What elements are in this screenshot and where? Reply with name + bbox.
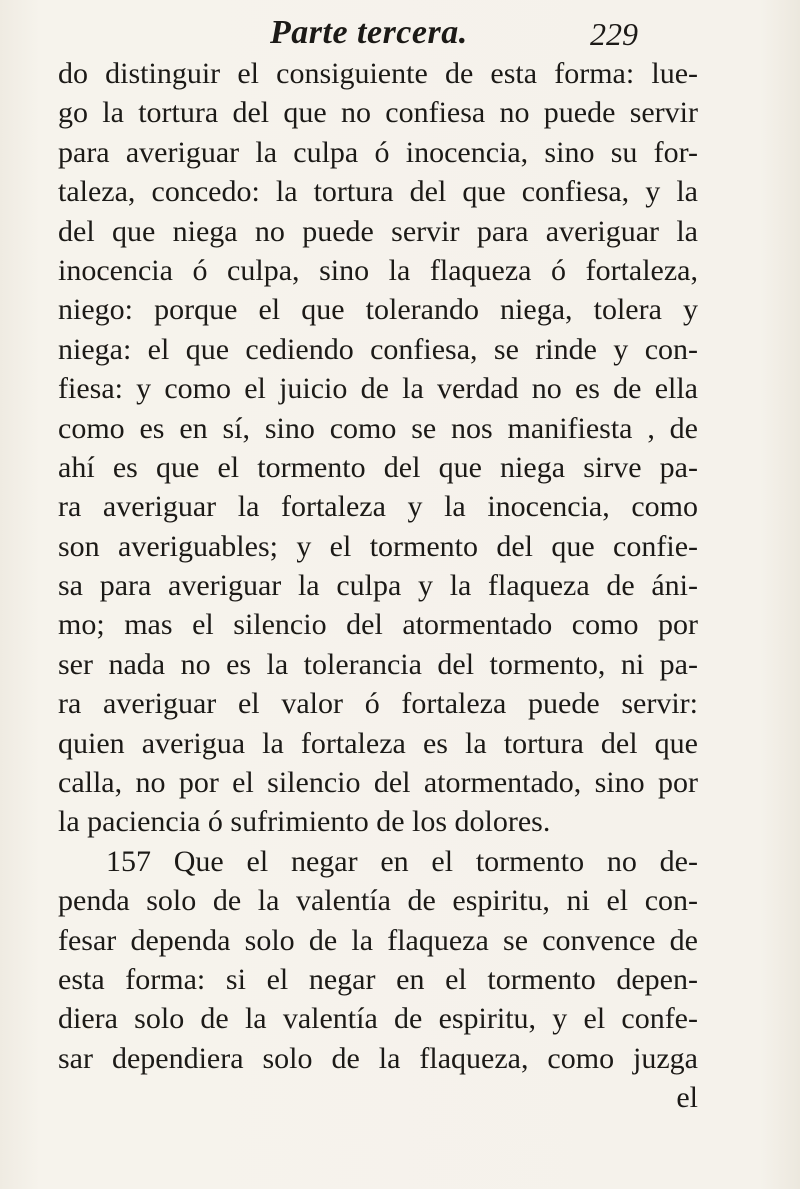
text-line: niega: el que cediendo confiesa, se rinde y con- (58, 332, 698, 366)
running-title: Parte tercera. (270, 14, 468, 51)
text-line: go la tortura del que no confiesa no puede servir (58, 96, 698, 130)
text-line: quien averigua la fortaleza es la tortura del que (58, 726, 698, 760)
text-line: mo; mas el silencio del atormentado como por (58, 608, 698, 642)
text-line: fiesa: y como el juicio de la verdad no es de ella (58, 372, 698, 406)
text-line: la paciencia ó sufrimiento de los dolores. (58, 805, 551, 839)
text-line: ser nada no es la tolerancia del tormento, ni pa- (58, 647, 698, 681)
text-line: fesar dependa solo de la flaqueza se convence de (58, 923, 698, 957)
text-line: del que niega no puede servir para averiguar la (58, 214, 698, 248)
paragraph-start-line: 157 Que el negar en el tormento no de- (106, 844, 698, 878)
page-number: 229 (590, 16, 638, 52)
text-line: penda solo de la valentía de espiritu, ni el con- (58, 884, 698, 918)
text-line: son averiguables; y el tormento del que confie- (58, 529, 698, 563)
text-line: niego: porque el que tolerando niega, tolera y (58, 293, 698, 327)
text-line: esta forma: si el negar en el tormento depen- (58, 962, 698, 996)
text-line: taleza, concedo: la tortura del que confiesa, y la (58, 175, 698, 209)
text-line: diera solo de la valentía de espiritu, y el confe- (58, 1002, 698, 1036)
text-line: ra averiguar el valor ó fortaleza puede servir: (58, 687, 698, 721)
text-line: sa para averiguar la culpa y la flaqueza de áni- (58, 569, 698, 603)
catchword: el (676, 1081, 698, 1115)
text-line: ra averiguar la fortaleza y la inocencia, como (58, 490, 698, 524)
text-line: calla, no por el silencio del atormentado, sino por (58, 766, 698, 800)
text-line: sar dependiera solo de la flaqueza, como juzga (58, 1041, 698, 1075)
text-line: ahí es que el tormento del que niega sirve pa- (58, 450, 698, 484)
text-line: do distinguir el consiguiente de esta forma: lue- (58, 57, 698, 90)
text-line: como es en sí, sino como se nos manifiesta , de (58, 411, 698, 445)
body-text (58, 54, 698, 1118)
text-line: inocencia ó culpa, sino la flaqueza ó fortaleza, (58, 253, 698, 287)
text-line: para averiguar la culpa ó inocencia, sino su for- (58, 135, 698, 169)
